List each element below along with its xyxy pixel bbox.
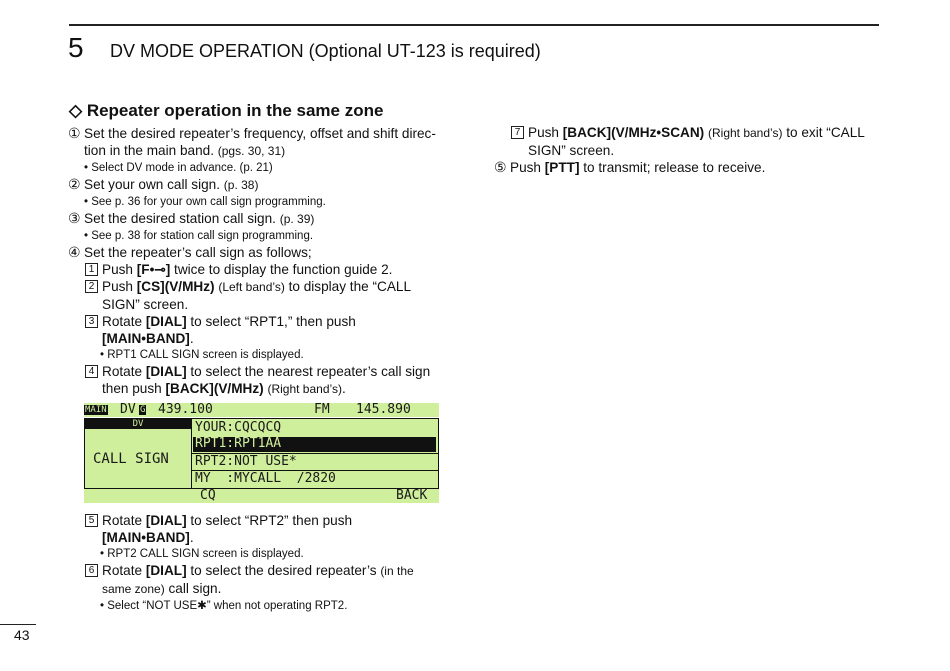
step-4-1-post: twice to display the function guide 2. xyxy=(170,262,393,277)
dial-key-label: [DIAL] xyxy=(145,314,187,329)
step-4-3-post: to select “RPT1,” then push xyxy=(186,314,356,329)
step-5-post: to transmit; release to receive. xyxy=(579,160,766,175)
step-4-7-post: to exit “CALL xyxy=(782,125,865,140)
lcd-row-rpt1: RPT1:RPT1AA xyxy=(195,436,282,451)
step-2-note: • See p. 36 for your own call sign programming. xyxy=(84,196,326,208)
step-4-6 xyxy=(68,562,454,598)
page-number: 43 xyxy=(14,627,30,643)
ptt-key-label: [PTT] xyxy=(544,160,580,175)
step-2-text: Set your own call sign. xyxy=(84,177,221,192)
step-4 xyxy=(68,244,454,261)
step-4-3-note: • RPT1 CALL SIGN screen is displayed. xyxy=(100,349,304,361)
step-3 xyxy=(68,210,454,228)
step-4-6-line2: same zone) xyxy=(102,582,165,596)
back-key-label: [BACK](V/MHz) xyxy=(165,381,264,396)
lcd-softkey-bar xyxy=(84,489,439,503)
right-column xyxy=(494,124,880,176)
lcd-softkey-back: BACK xyxy=(396,488,428,503)
step-4-4-box: 4 xyxy=(85,365,98,378)
section-title xyxy=(69,101,383,121)
function-key-label: [F•⊸] xyxy=(136,262,171,277)
lcd-call-sign-label: CALL SIGN xyxy=(93,451,169,467)
step-4-2-post: to display the “CALL xyxy=(284,279,412,294)
step-4-1-box: 1 xyxy=(85,263,98,276)
step-4-6-box: 6 xyxy=(85,564,98,577)
step-4-2-box: 2 xyxy=(85,280,98,293)
step-4-4-ref: (Right band’s) xyxy=(267,382,342,396)
step-4-7-pre: Push xyxy=(528,125,563,140)
step-1-number: ① xyxy=(68,125,81,141)
step-2-number: ② xyxy=(68,176,81,192)
lcd-mode-icon: G xyxy=(140,405,146,415)
step-1 xyxy=(68,125,454,160)
cs-key-label: [CS](V/MHz) xyxy=(136,279,215,294)
step-4-4-end: . xyxy=(341,381,346,396)
step-4-5 xyxy=(68,512,454,546)
lcd-freq-right: 145.890 xyxy=(356,402,411,417)
lcd-row-my: MY :MYCALL /2820 xyxy=(195,471,336,486)
step-4-4-post: to select the nearest repeater’s call sign xyxy=(186,364,431,379)
step-4-2 xyxy=(68,278,454,313)
step-4-6-post: to select the desired repeater’s xyxy=(186,563,377,578)
back-scan-key-label: [BACK](V/MHz•SCAN) xyxy=(562,125,705,140)
step-4-5-end: . xyxy=(189,530,194,545)
step-4-3 xyxy=(68,313,454,347)
step-4-2-line2: SIGN” screen. xyxy=(102,297,189,312)
left-column-continued xyxy=(68,512,454,614)
step-1-text2: tion in the main band. xyxy=(84,143,214,158)
step-4-4-line2pre: then push xyxy=(102,381,166,396)
step-4-4-pre: Rotate xyxy=(102,364,146,379)
lcd-fm: FM xyxy=(314,402,330,417)
step-4-7-box: 7 xyxy=(511,126,524,139)
step-4-5-post: to select “RPT2” then push xyxy=(186,513,353,528)
header-rule xyxy=(69,24,879,26)
step-5-number: ⑤ xyxy=(494,159,507,175)
lcd-mode: DV xyxy=(120,402,136,417)
step-4-7-line2: SIGN” screen. xyxy=(528,143,615,158)
dial-key-label: [DIAL] xyxy=(145,513,187,528)
step-4-text: Set the repeater’s call sign as follows; xyxy=(84,245,312,260)
step-4-2-pre: Push xyxy=(102,279,137,294)
step-4-6-line2end: call sign. xyxy=(164,581,222,596)
footer-rule xyxy=(0,624,36,625)
dial-key-label: [DIAL] xyxy=(145,563,187,578)
step-1-note: • Select DV mode in advance. (p. 21) xyxy=(84,162,273,174)
step-3-ref: (p. 39) xyxy=(279,212,315,226)
lcd-row-rpt2: RPT2:NOT USE* xyxy=(195,454,297,469)
left-column xyxy=(68,125,454,398)
step-4-3-end: . xyxy=(189,331,194,346)
step-4-5-box: 5 xyxy=(85,514,98,527)
step-5 xyxy=(494,159,880,176)
step-1-ref: (pgs. 30, 31) xyxy=(217,144,286,158)
chapter-number: 5 xyxy=(68,32,84,63)
step-4-7 xyxy=(494,124,880,159)
step-4-7-ref: (Right band’s) xyxy=(707,126,783,140)
lcd-status-bar xyxy=(84,403,439,417)
step-3-number: ③ xyxy=(68,210,81,226)
lcd-row-your: YOUR:CQCQCQ xyxy=(195,420,282,435)
step-3-text: Set the desired station call sign. xyxy=(84,211,276,226)
lcd-freq-left: 439.100 xyxy=(158,402,213,417)
main-band-key-label: [MAIN•BAND] xyxy=(102,331,190,346)
lcd-softkey-cq: CQ xyxy=(200,488,216,503)
diamond-icon: ◇ xyxy=(69,101,83,120)
step-4-3-box: 3 xyxy=(85,315,98,328)
section-title-text: Repeater operation in the same zone xyxy=(86,101,384,120)
step-2 xyxy=(68,176,454,194)
lcd-main-panel xyxy=(84,418,439,489)
step-4-6-note: • Select “NOT USE✱” when not operating RPT2. xyxy=(100,600,348,612)
dial-key-label: [DIAL] xyxy=(145,364,187,379)
lcd-screen xyxy=(84,403,439,502)
step-4-number: ④ xyxy=(68,244,81,260)
step-2-ref: (p. 38) xyxy=(223,178,259,192)
lcd-main-tag: MAIN xyxy=(85,405,107,415)
step-3-note: • See p. 38 for station call sign programming. xyxy=(84,230,314,242)
step-4-2-ref: (Left band’s) xyxy=(218,280,285,294)
step-4-1 xyxy=(68,261,454,278)
step-4-5-pre: Rotate xyxy=(102,513,146,528)
step-4-5-note: • RPT2 CALL SIGN screen is displayed. xyxy=(100,548,304,560)
lcd-dv-label: DV xyxy=(85,419,191,429)
step-1-text: Set the desired repeater’s frequency, offset and shift direc- xyxy=(84,126,436,141)
step-5-pre: Push xyxy=(510,160,545,175)
step-4-3-pre: Rotate xyxy=(102,314,146,329)
step-4-1-pre: Push xyxy=(102,262,137,277)
step-4-6-pre: Rotate xyxy=(102,563,146,578)
chapter-title: DV MODE OPERATION (Optional UT-123 is required) xyxy=(110,41,541,61)
step-4-6-ref: (in the xyxy=(380,564,414,578)
step-4-4 xyxy=(68,363,454,398)
main-band-key-label: [MAIN•BAND] xyxy=(102,530,190,545)
